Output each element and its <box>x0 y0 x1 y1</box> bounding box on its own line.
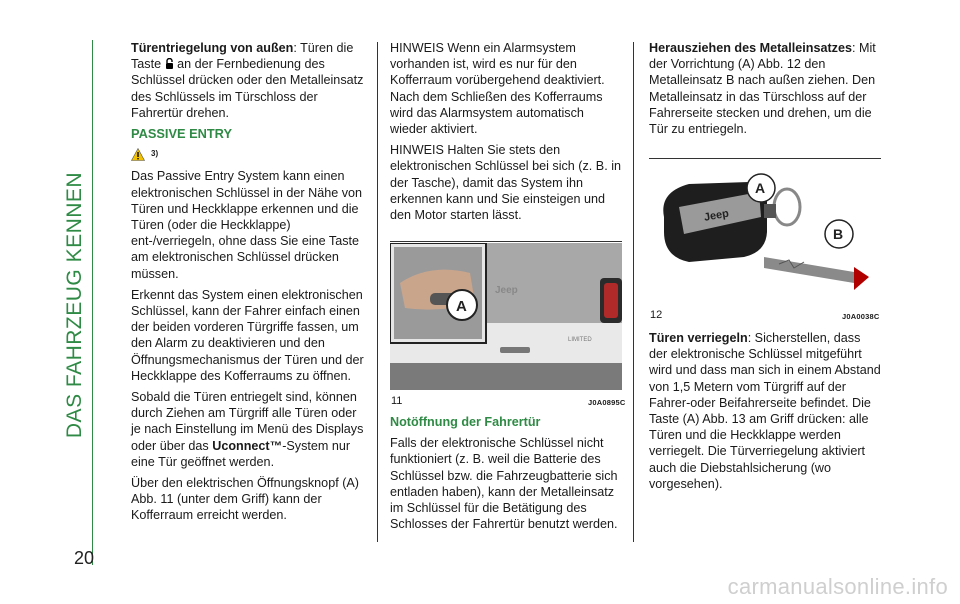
emergency-opening-heading: Notöffnung der Fahrertür <box>390 415 541 429</box>
warning-reference <box>131 146 366 162</box>
figure-11-callout-a: A <box>456 298 467 315</box>
column-1 <box>131 40 366 529</box>
section-title-passive-entry: PASSIVE ENTRY <box>131 126 232 142</box>
figure-11-code: J0A0895C <box>588 398 626 407</box>
unlocked-doors-paragraph: Sobald die Türen entriegelt sind, können durch Ziehen am Türgriff alle Türen oder je nach Einstellung im Menü des Displays oder über das Uconnect™-System nur eine Tür geöffnet werden. <box>131 390 364 469</box>
figure-11-badge: Jeep <box>495 285 518 296</box>
column-divider-2 <box>633 42 634 542</box>
figure-11-top-rule <box>390 241 622 242</box>
figure-12-code: J0A0038C <box>842 312 880 321</box>
figure-12-number: 12 <box>650 309 663 321</box>
warning-ref-number: 3) <box>151 149 159 159</box>
lock-doors-paragraph: Türen verriegeln: Sicherstellen, dass der elektronische Schlüssel mitgeführt wird und dass man sich in einem Abstand von 1,5 Metern vom Türgriff auf der Fahrer-oder Beifahrerseite befindet. Die Taste (A) Abb. 13 am Griff drücken: alle Türen und die Heckklappe werden verriegelt. Die Türverriegelung aktiviert auch die Diebstahlsicherung (wo vorgesehen). <box>649 331 881 491</box>
system-detect-paragraph: Erkennt das System einen elektronischen Schlüssel, kann der Fahrer einfach einen der beiden vorderen Türgriffe fassen, um den Alarm zu deaktivieren und den Öffnungsmechanismus der Türen und der Heckklappe des Kofferraums zu öffnen. <box>131 287 364 383</box>
column-3-lower <box>649 330 881 497</box>
column-2-lower <box>390 414 622 537</box>
unlock-key-icon <box>165 58 174 70</box>
column-2 <box>390 40 622 228</box>
figure-12-key-brand: Jeep <box>703 207 730 224</box>
metal-insert-heading: Herausziehen des Metalleinsatzes <box>649 41 852 55</box>
note-key: HINWEIS Halten Sie stets den elektronischen Schlüssel bei sich (z. B. in der Tasche), damit das System ihn erkennen kann und Sie einsteigen und den Motor starten lässt. <box>390 143 621 223</box>
trunk-button-paragraph: Über den elektrischen Öffnungsknopf (A) Abb. 11 (unter dem Griff) kann der Kofferraum erreicht werden. <box>131 476 359 523</box>
figure-12-callout-b: B <box>833 226 844 242</box>
figure-11-limited-text: LIMITED <box>568 337 592 343</box>
watermark-text: carmanualsonline.info <box>727 574 948 599</box>
metal-insert-paragraph: Herausziehen des Metalleinsatzes: Mit der Vorrichtung (A) Abb. 12 den Metalleinsatz B nach außen ziehen. Den Metalleinsatz in das Türschloss auf der Fahrerseite stecken und drehen, um die Tür zu entriegeln. <box>649 41 876 137</box>
door-unlock-paragraph: Türentriegelung von außen: Türen die Taste an der Fernbedienung des Schlüssel drücken oder den Metalleinsatz des Schlüssels im Türschloss der Fahrertür drehen. <box>131 41 364 120</box>
note-alarm: HINWEIS Wenn ein Alarmsystem vorhanden ist, wird es nur für den Kofferraum vorübergehend deaktiviert. Nach dem Schließen des Kofferraums wird das Alarmsystem automatisch wieder aktiviert. <box>390 41 605 137</box>
figure-12-callout-a: A <box>755 180 766 196</box>
warning-triangle-icon <box>131 148 145 161</box>
page-number: 20 <box>74 548 95 568</box>
figure-11-number: 11 <box>391 395 403 407</box>
figure-11-tailgate-photo <box>390 243 622 390</box>
side-divider <box>92 40 93 565</box>
figure-12-top-rule <box>649 158 881 159</box>
figure-12-key-illustration <box>649 162 881 307</box>
column-3 <box>649 40 881 142</box>
chapter-title-text: DAS FAHRZEUG KENNEN <box>63 171 86 439</box>
emergency-opening-paragraph: Falls der elektronische Schlüssel nicht funktioniert (z. B. weil die Batterie des Schlüssel bzw. die Fahrzeugbatterie sich entladen haben), kann der Metalleinsatz im Schlüssel für die Betätigung des Schlosses der Fahrertür benutzt werden. <box>390 436 618 532</box>
lock-doors-heading: Türen verriegeln <box>649 331 748 345</box>
door-unlock-heading: Türentriegelung von außen <box>131 41 294 55</box>
column-divider-1 <box>377 42 378 542</box>
passive-entry-paragraph: Das Passive Entry System kann einen elektronischen Schlüssel in der Nähe von Türen und Heckklappe erkennen und die Türen (oder die Heckklappe) ent-/verriegeln, ohne dass Sie eine Taste am elektronischen Schlüssel drücken müssen. <box>131 169 363 281</box>
